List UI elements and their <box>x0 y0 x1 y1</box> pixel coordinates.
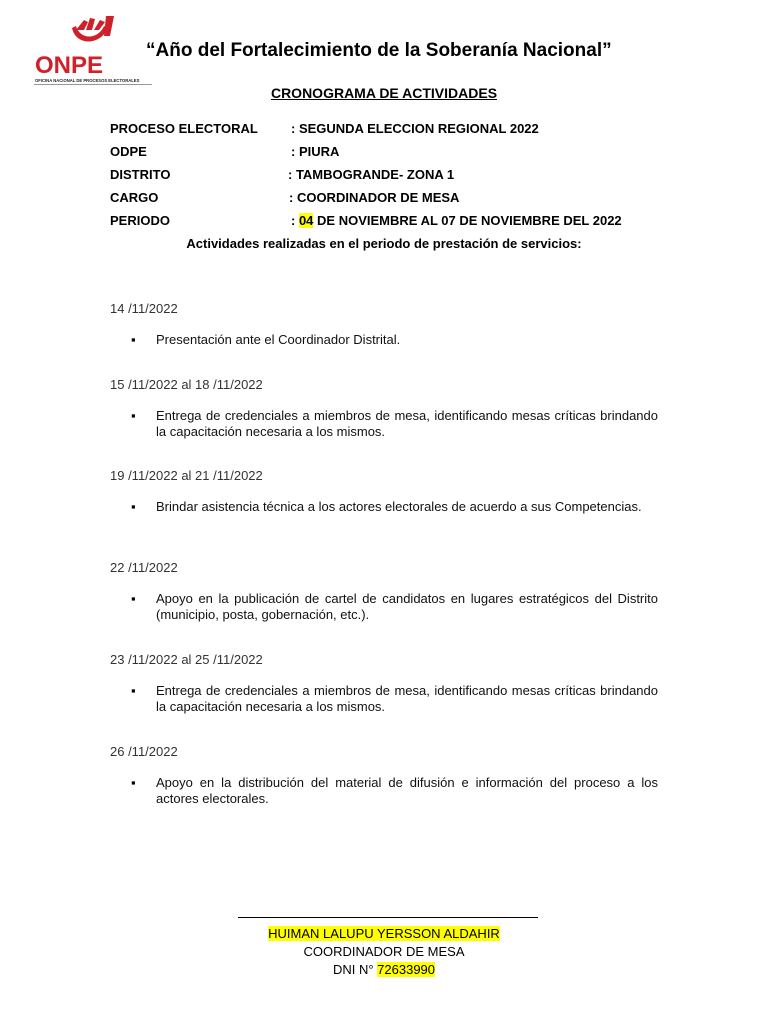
signature-dni-row <box>0 962 768 977</box>
signature-role: COORDINADOR DE MESA <box>303 944 465 959</box>
activity-date: 22 /11/2022 <box>110 560 178 575</box>
activity-date: 19 /11/2022 al 21 /11/2022 <box>110 468 263 483</box>
logo-subtext: OFICINA NACIONAL DE PROCESOS ELECTORALES <box>35 78 140 83</box>
activity-text: Entrega de credenciales a miembros de mesa, identificando mesas críticas brindando la capacitación necesaria a los mismos. <box>156 408 658 439</box>
field-value: : SEGUNDA ELECCION REGIONAL 2022 <box>291 121 539 136</box>
activity-date: 15 /11/2022 al 18 /11/2022 <box>110 377 263 392</box>
bullet-icon: ▪ <box>131 683 136 698</box>
onpe-logo <box>34 16 152 86</box>
field-value-prefix: : <box>291 213 299 228</box>
dni-label: DNI N° <box>332 962 378 977</box>
ballot-hand-icon <box>72 16 114 42</box>
activities-subtitle: Actividades realizadas en el periodo de prestación de servicios: <box>186 236 582 251</box>
bullet-icon: ▪ <box>131 499 136 514</box>
dni-number: 72633990 <box>377 962 436 977</box>
activity-text: Apoyo en la distribución del material de difusión e información del proceso a los actores electorales. <box>156 775 658 806</box>
signature-line <box>238 917 538 918</box>
field-label: CARGO <box>110 190 159 205</box>
field-value: : PIURA <box>291 144 340 159</box>
activity-text: Presentación ante el Coordinador Distrital. <box>156 332 401 347</box>
activity-date: 23 /11/2022 al 25 /11/2022 <box>110 652 263 667</box>
field-value <box>291 213 622 228</box>
year-title: “Año del Fortalecimiento de la Soberanía Nacional” <box>146 40 612 61</box>
bullet-icon: ▪ <box>131 408 136 423</box>
activity-text: Entrega de credenciales a miembros de mesa, identificando mesas críticas brindando la capacitación necesaria a los mismos. <box>156 683 658 714</box>
document-title <box>0 85 768 101</box>
document-title-text: CRONOGRAMA DE ACTIVIDADES <box>270 85 498 101</box>
field-label: ODPE <box>110 144 147 159</box>
field-value: : TAMBOGRANDE- ZONA 1 <box>288 167 455 182</box>
highlighted-day: 04 <box>298 213 314 228</box>
bullet-icon: ▪ <box>131 591 136 606</box>
onpe-logo-graphic <box>34 16 152 86</box>
activity-date: 26 /11/2022 <box>110 744 178 759</box>
activity-date: 14 /11/2022 <box>110 301 178 316</box>
activity-text: Brindar asistencia técnica a los actores electorales de acuerdo a sus Competencias. <box>156 499 642 514</box>
signature-name-row <box>0 926 768 941</box>
bullet-icon: ▪ <box>131 332 136 347</box>
field-value-rest: DE NOVIEMBRE AL 07 DE NOVIEMBRE DEL 2022 <box>313 213 622 228</box>
field-label: PROCESO ELECTORAL <box>110 121 258 136</box>
logo-text: ONPE <box>35 52 104 79</box>
field-label: PERIODO <box>110 213 170 228</box>
signature-name: HUIMAN LALUPU YERSSON ALDAHIR <box>268 926 500 941</box>
field-label: DISTRITO <box>110 167 171 182</box>
bullet-icon: ▪ <box>131 775 136 790</box>
field-value: : COORDINADOR DE MESA <box>289 190 460 205</box>
activity-text: Apoyo en la publicación de cartel de candidatos en lugares estratégicos del Distrito (municipio, posta, gobernación, etc.). <box>156 591 658 622</box>
